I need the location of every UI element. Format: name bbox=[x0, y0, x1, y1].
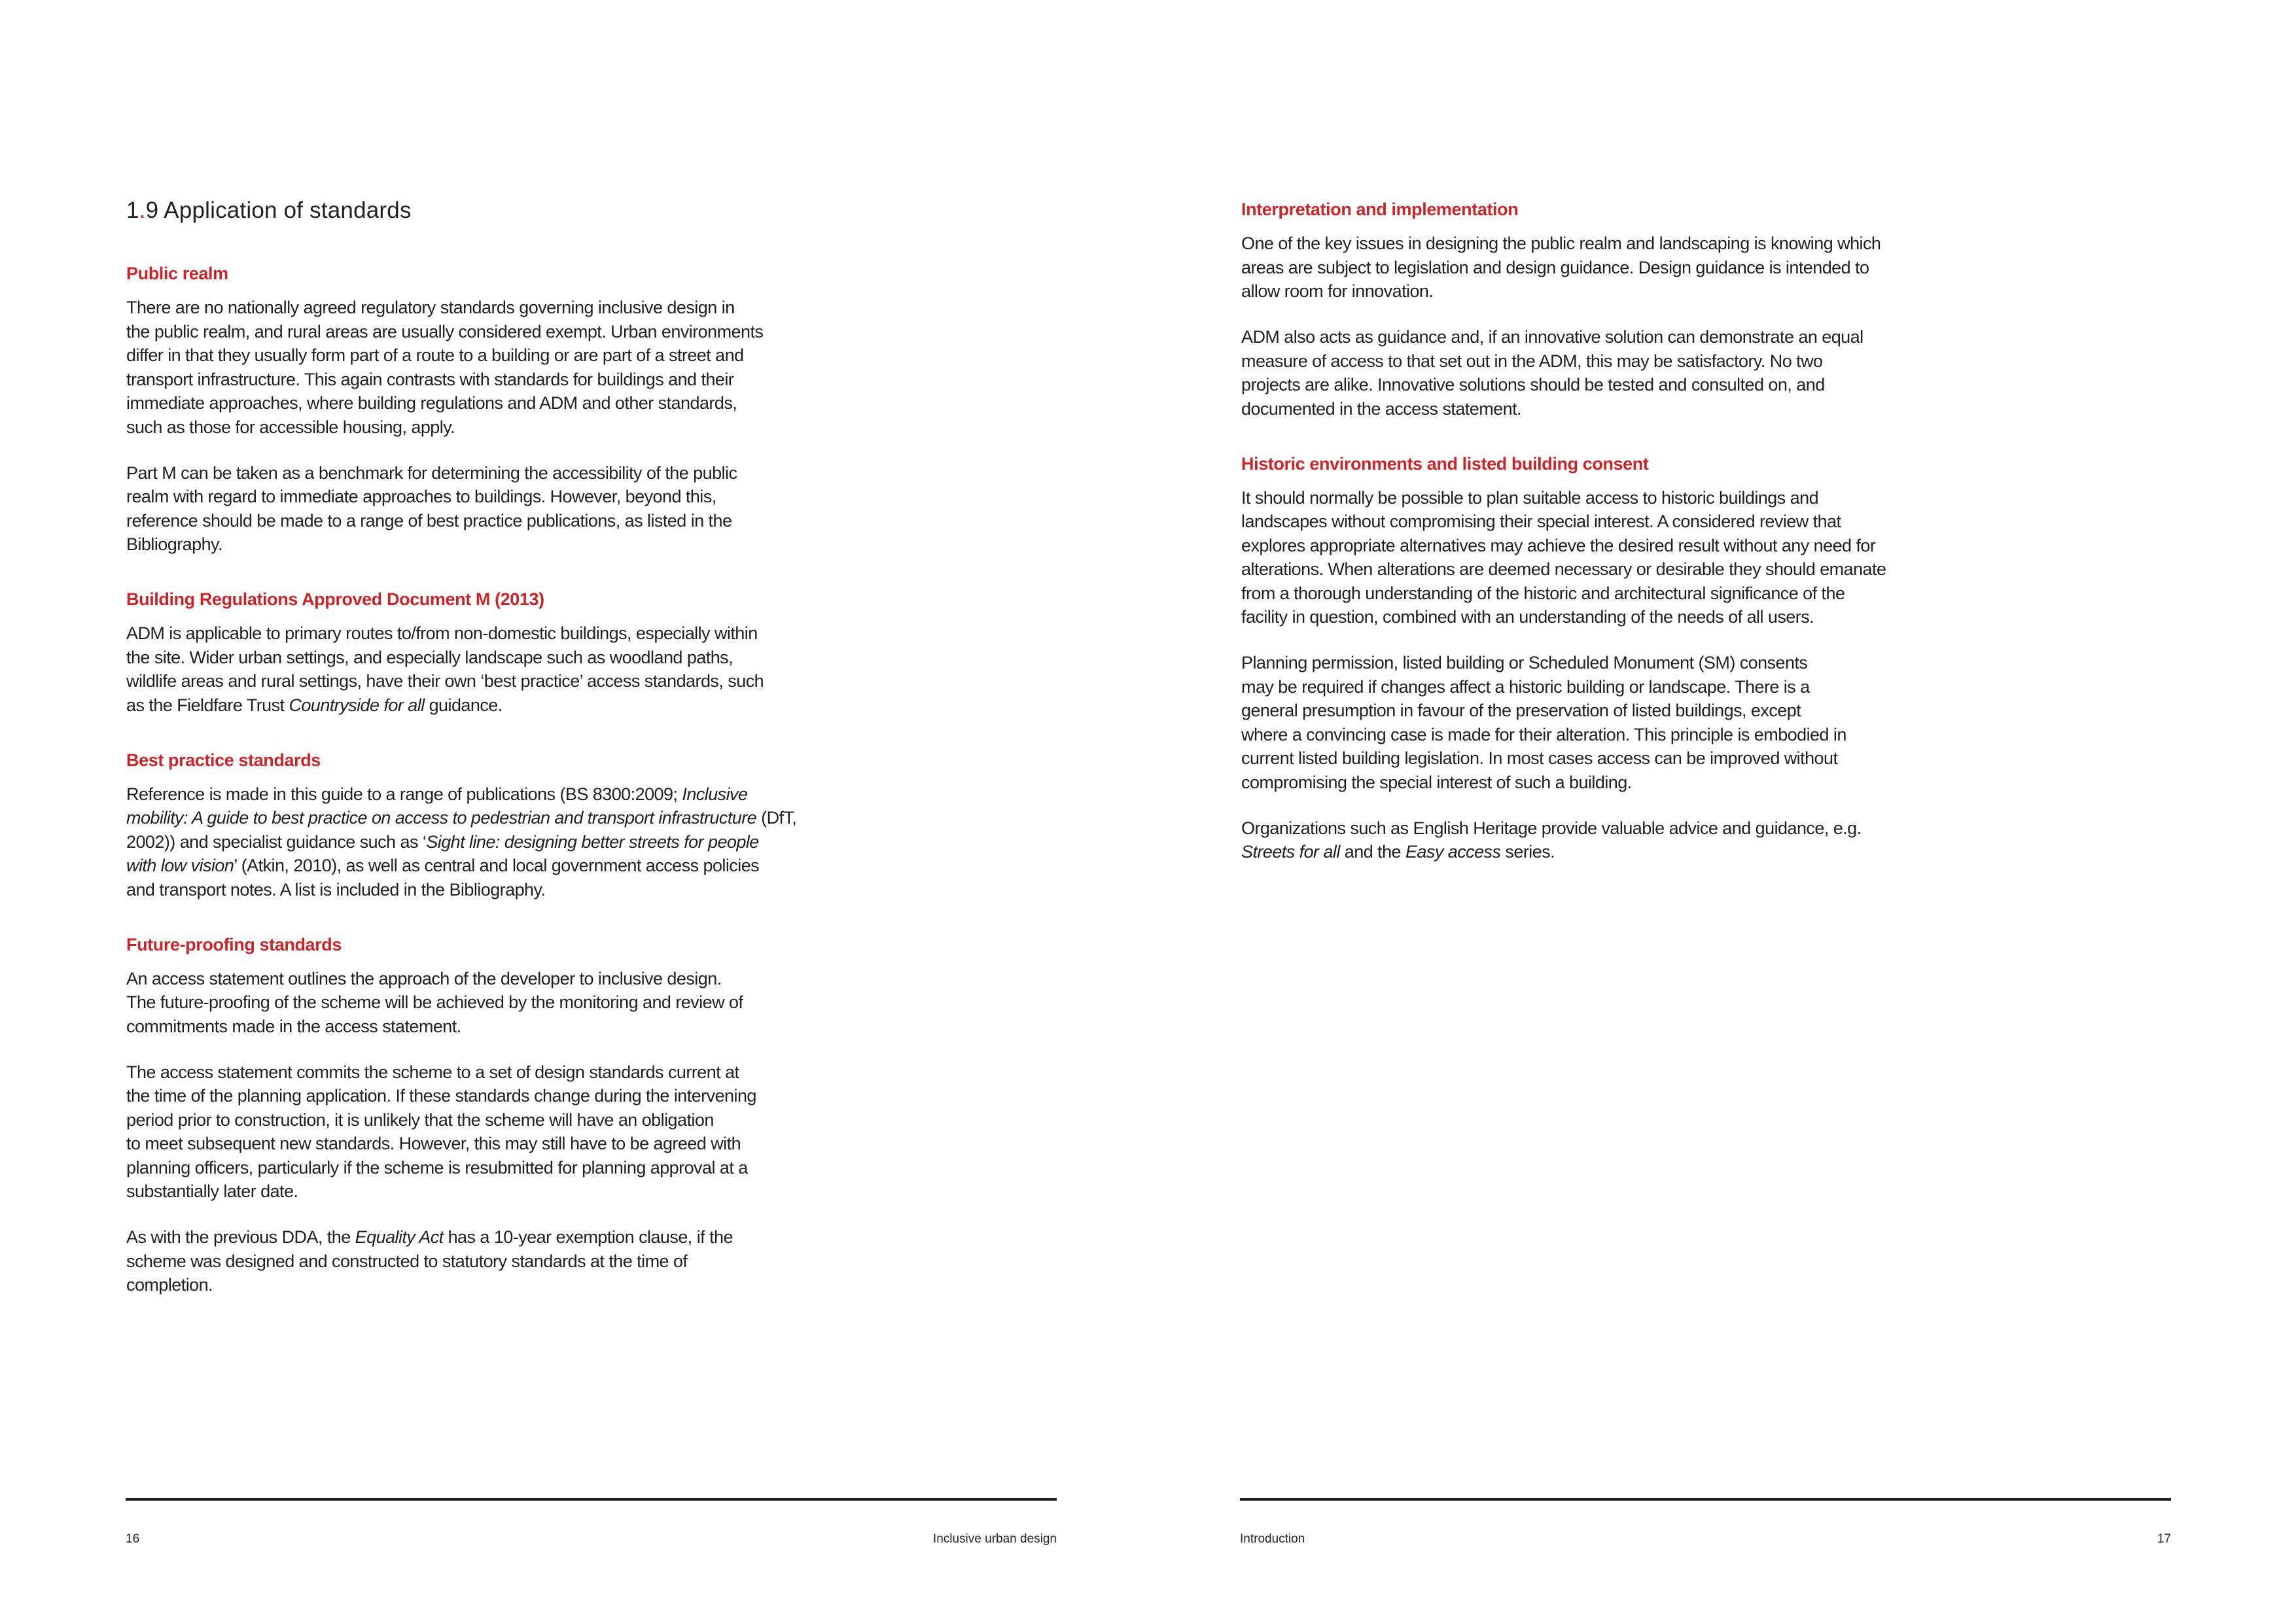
text-line bbox=[126, 1156, 756, 1180]
text-run: transport infrastructure. This again contrasts with standards for buildings and their bbox=[126, 369, 734, 389]
text-line bbox=[1241, 651, 1846, 675]
italic-title: Countryside for all bbox=[289, 695, 425, 715]
text-run: may be required if changes affect a historic building or landscape. There is a bbox=[1241, 676, 1810, 697]
text-line bbox=[126, 1225, 733, 1249]
text-run: documented in the access statement. bbox=[1241, 398, 1522, 419]
text-run: facility in question, combined with an understanding of the needs of all users. bbox=[1241, 607, 1814, 627]
text-run: explores appropriate alternatives may achieve the desired result without any need for bbox=[1241, 535, 1876, 555]
text-line bbox=[1241, 349, 1863, 374]
text-run: One of the key issues in designing the public realm and landscaping is knowing which bbox=[1241, 234, 1881, 253]
footer-rule bbox=[1240, 1498, 2171, 1501]
text-line bbox=[126, 854, 796, 878]
body-paragraph bbox=[126, 967, 743, 1039]
text-line bbox=[126, 1108, 756, 1132]
text-run: Part M can be taken as a benchmark for determining the accessibility of the public bbox=[126, 462, 737, 483]
text-run: guidance. bbox=[424, 695, 503, 715]
text-run: Bibliography. bbox=[126, 534, 222, 554]
text-line bbox=[126, 830, 796, 854]
text-run: and transport notes. A list is included in the Bibliography. bbox=[126, 879, 546, 899]
running-title: Introduction bbox=[1240, 1532, 1305, 1546]
text-run: measure of access to that set out in the ADM, this may be satisfactory. No two bbox=[1241, 351, 1823, 371]
body-paragraph bbox=[126, 1225, 733, 1297]
text-run: ADM also acts as guidance and, if an innovative solution can demonstrate an equal bbox=[1241, 327, 1863, 347]
footer-rule bbox=[126, 1498, 1057, 1501]
text-line bbox=[1241, 723, 1846, 747]
text-run: such as those for accessible housing, apply. bbox=[126, 417, 455, 437]
text-run: It should normally be possible to plan suitable access to historic buildings and bbox=[1241, 487, 1819, 508]
text-run: commitments made in the access statement. bbox=[126, 1016, 461, 1036]
text-run: completion. bbox=[126, 1275, 213, 1295]
text-run: period prior to construction, it is unlikely that the scheme will have an obligation bbox=[126, 1109, 714, 1130]
text-line bbox=[126, 296, 763, 320]
text-run: Reference is made in this guide to a range of publications (BS 8300:2009; bbox=[126, 784, 682, 804]
text-run: current listed building legislation. In most cases access can be improved without bbox=[1241, 748, 1838, 768]
right-page bbox=[1148, 0, 2296, 1623]
text-line bbox=[1241, 746, 1846, 771]
text-run: where a convincing case is made for their alteration. This principle is embodied in bbox=[1241, 724, 1846, 744]
text-line bbox=[1241, 557, 1886, 582]
text-line bbox=[126, 320, 763, 344]
text-line bbox=[126, 967, 743, 991]
text-line bbox=[126, 391, 763, 415]
italic-title: mobility: A guide to best practice on access to pedestrian and transport infrastructure bbox=[126, 808, 757, 828]
text-line bbox=[1241, 256, 1881, 280]
text-run: allow room for innovation. bbox=[1241, 281, 1434, 301]
text-run: general presumption in favour of the preservation of listed buildings, except bbox=[1241, 701, 1801, 720]
text-line bbox=[126, 343, 763, 368]
section-heading: Public realm bbox=[126, 264, 228, 283]
text-line bbox=[1241, 816, 1862, 841]
italic-title: Easy access bbox=[1405, 842, 1501, 862]
italic-title: Streets for all bbox=[1241, 842, 1340, 862]
section-heading: Future-proofing standards bbox=[126, 934, 342, 954]
section-number-separator: . bbox=[139, 198, 146, 223]
text-run: 2002)) and specialist guidance such as ‘ bbox=[126, 831, 427, 852]
body-paragraph bbox=[1241, 816, 1862, 864]
text-line bbox=[126, 990, 743, 1015]
body-paragraph bbox=[126, 782, 796, 902]
text-line bbox=[1241, 582, 1886, 606]
text-line bbox=[126, 669, 764, 693]
text-line bbox=[126, 1132, 756, 1156]
text-line bbox=[126, 415, 763, 440]
section-heading: Building Regulations Approved Document M (2013) bbox=[126, 589, 544, 609]
body-paragraph bbox=[1241, 486, 1886, 629]
section-heading: Best practice standards bbox=[126, 750, 321, 770]
italic-title: Equality Act bbox=[355, 1227, 444, 1247]
body-paragraph bbox=[126, 296, 763, 439]
text-line bbox=[126, 1179, 756, 1204]
text-line bbox=[1241, 325, 1863, 349]
text-run: from a thorough understanding of the historic and architectural significance of the bbox=[1241, 583, 1845, 603]
text-run: An access statement outlines the approach of the developer to inclusive design. bbox=[126, 968, 722, 988]
text-line bbox=[126, 782, 796, 807]
text-line bbox=[126, 878, 796, 902]
text-line bbox=[1241, 534, 1886, 558]
text-run: projects are alike. Innovative solutions should be tested and consulted on, and bbox=[1241, 375, 1825, 394]
text-run: ’ (Atkin, 2010), as well as central and local government access policies bbox=[234, 856, 760, 875]
text-line bbox=[126, 532, 737, 557]
body-paragraph bbox=[126, 461, 737, 557]
text-run: the time of the planning application. If these standards change during the intervening bbox=[126, 1086, 756, 1106]
text-line bbox=[126, 1249, 733, 1274]
text-run: The future-proofing of the scheme will be achieved by the monitoring and review of bbox=[126, 992, 743, 1012]
text-run: alterations. When alterations are deemed necessary or desirable they should emanate bbox=[1241, 559, 1886, 579]
text-run: realm with regard to immediate approaches to buildings. However, beyond this, bbox=[126, 487, 716, 506]
italic-title: with low vision bbox=[126, 856, 234, 875]
text-line bbox=[126, 693, 764, 718]
text-line bbox=[126, 1273, 733, 1297]
text-run: The access statement commits the scheme to a set of design standards current at bbox=[126, 1062, 739, 1082]
text-run: There are no nationally agreed regulatory standards governing inclusive design in bbox=[126, 298, 735, 317]
text-line bbox=[1241, 605, 1886, 629]
text-run: Planning permission, listed building or Scheduled Monument (SM) consents bbox=[1241, 653, 1808, 672]
text-run: scheme was designed and constructed to statutory standards at the time of bbox=[126, 1251, 688, 1271]
text-run: areas are subject to legislation and design guidance. Design guidance is intended to bbox=[1241, 257, 1869, 277]
text-line bbox=[1241, 486, 1886, 510]
text-run: As with the previous DDA, the bbox=[126, 1227, 355, 1247]
section-number-major: 1 bbox=[126, 198, 139, 223]
italic-title: Sight line: designing better streets for people bbox=[426, 831, 759, 852]
text-run: wildlife areas and rural settings, have their own ‘best practice’ access standards, such bbox=[126, 671, 764, 691]
text-line bbox=[1241, 373, 1863, 397]
text-line bbox=[126, 368, 763, 392]
section-heading: Interpretation and implementation bbox=[1241, 200, 1519, 219]
body-paragraph bbox=[1241, 651, 1846, 794]
text-line bbox=[126, 806, 796, 830]
text-run: the site. Wider urban settings, and especially landscape such as woodland paths, bbox=[126, 647, 733, 667]
text-line bbox=[126, 1084, 756, 1108]
text-run: landscapes without compromising their special interest. A considered review that bbox=[1241, 512, 1841, 531]
body-paragraph bbox=[1241, 232, 1881, 304]
text-run: planning officers, particularly if the scheme is resubmitted for planning approval at a bbox=[126, 1157, 748, 1178]
text-run: ADM is applicable to primary routes to/from non-domestic buildings, especially within bbox=[126, 623, 758, 643]
text-line bbox=[126, 485, 737, 509]
text-line bbox=[126, 1015, 743, 1039]
text-line bbox=[1241, 771, 1846, 795]
text-line bbox=[1241, 232, 1881, 256]
text-run: Organizations such as English Heritage provide valuable advice and guidance, e.g. bbox=[1241, 818, 1862, 838]
text-line bbox=[1241, 699, 1846, 723]
text-line bbox=[1241, 279, 1881, 304]
running-title: Inclusive urban design bbox=[932, 1532, 1057, 1546]
text-run: and the bbox=[1339, 842, 1405, 862]
text-run: (DfT, bbox=[756, 808, 797, 828]
text-line bbox=[1241, 397, 1863, 421]
text-line bbox=[1241, 840, 1862, 864]
text-line bbox=[126, 646, 764, 670]
text-line bbox=[126, 509, 737, 533]
text-run: as the Fieldfare Trust bbox=[126, 695, 289, 715]
section-number-minor: 9 bbox=[145, 198, 159, 223]
text-run: series. bbox=[1500, 842, 1555, 862]
italic-title: Inclusive bbox=[682, 784, 748, 804]
body-paragraph bbox=[1241, 325, 1863, 421]
text-run: has a 10-year exemption clause, if the bbox=[443, 1227, 733, 1247]
text-run: substantially later date. bbox=[126, 1181, 298, 1201]
text-line bbox=[1241, 510, 1886, 534]
page-number: 17 bbox=[2157, 1532, 2171, 1546]
section-title bbox=[126, 196, 412, 225]
text-run: immediate approaches, where building regulations and ADM and other standards, bbox=[126, 393, 737, 413]
text-line bbox=[126, 1060, 756, 1085]
text-line bbox=[1241, 675, 1846, 699]
body-paragraph bbox=[126, 621, 764, 717]
section-heading: Historic environments and listed building consent bbox=[1241, 453, 1649, 474]
text-line bbox=[126, 461, 737, 485]
text-run: differ in that they usually form part of a route to a building or are part of a street and bbox=[126, 345, 744, 365]
text-run: reference should be made to a range of best practice publications, as listed in the bbox=[126, 510, 732, 531]
section-title-text: Application of standards bbox=[158, 198, 412, 223]
text-run: compromising the special interest of such a building. bbox=[1241, 772, 1632, 792]
text-run: the public realm, and rural areas are usually considered exempt. Urban environments bbox=[126, 321, 764, 341]
page-number: 16 bbox=[126, 1532, 140, 1546]
text-run: to meet subsequent new standards. However, this may still have to be agreed with bbox=[126, 1134, 741, 1153]
body-paragraph bbox=[126, 1060, 756, 1204]
text-line bbox=[126, 621, 764, 646]
